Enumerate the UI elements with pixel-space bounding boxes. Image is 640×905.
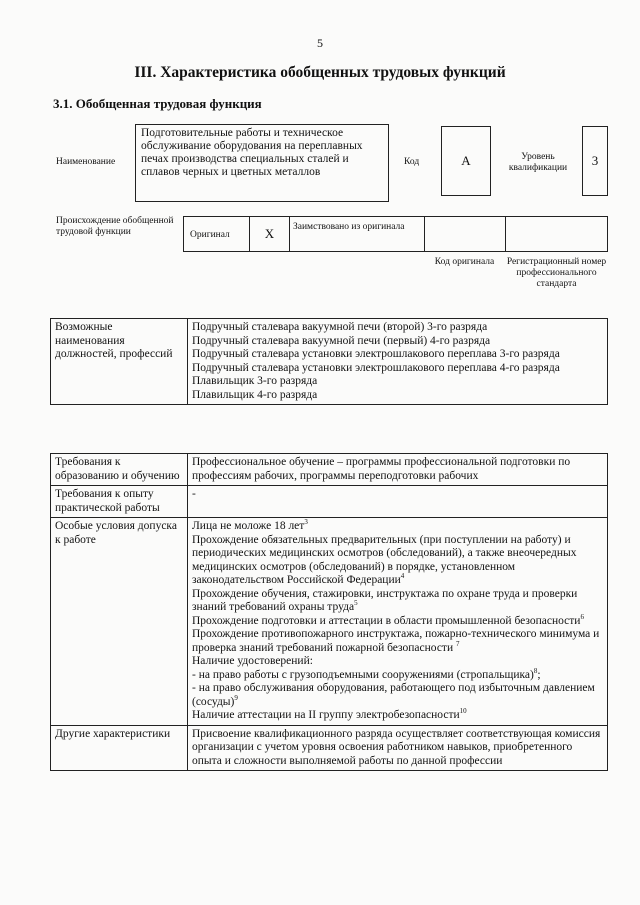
positions-table bbox=[50, 318, 608, 405]
special-conditions-list bbox=[188, 518, 608, 726]
other-characteristics-label: Другие характеристики bbox=[51, 725, 188, 771]
experience-value: - bbox=[188, 486, 608, 518]
condition-item: - на право обслуживания оборудования, работающего под избыточным давлением (сосуды)$^9$ bbox=[192, 682, 595, 708]
footnote-ref: 6 bbox=[580, 612, 584, 621]
name-label: Наименование bbox=[56, 157, 116, 167]
qualification-level-label: Уровень квалификации bbox=[508, 152, 568, 173]
borrowed-cell bbox=[290, 217, 425, 251]
special-conditions-label: Особые условия допуска к работе bbox=[51, 518, 188, 726]
code-label: Код bbox=[404, 157, 420, 167]
subsection-title: 3.1. Обобщенная трудовая функция bbox=[53, 96, 262, 111]
education-value: Профессиональное обучение – программы профессиональной подготовки по профессиям рабочих, программы переподготовки рабочих bbox=[188, 454, 608, 486]
experience-row bbox=[51, 486, 608, 518]
function-name-box: Подготовительные работы и техническое обслуживание оборудования на переплавных печах производства специальных сталей и сплавов черных и цветных металлов bbox=[135, 124, 389, 202]
requirements-table bbox=[50, 453, 608, 771]
reg-number-cell bbox=[506, 217, 607, 251]
origin-label: Происхождение обобщенной трудовой функции bbox=[56, 216, 174, 237]
footnote-ref: 4 bbox=[400, 572, 405, 581]
other-characteristics-row bbox=[51, 725, 608, 771]
footnote-ref: 5 bbox=[354, 599, 358, 608]
experience-label: Требования к опыту практической работы bbox=[51, 486, 188, 518]
condition-item: Наличие удостоверений: bbox=[192, 655, 313, 667]
education-row bbox=[51, 454, 608, 486]
code-original-caption: Код оригинала bbox=[434, 257, 495, 267]
condition-item: Прохождение подготовки и аттестации в области промышленной безопасности$^6$ bbox=[192, 612, 584, 627]
position-item: Подручный сталевара установки электрошлакового переплава 4-го разряда bbox=[192, 361, 560, 374]
position-item: Плавильщик 4-го разряда bbox=[192, 388, 318, 401]
footnote-ref: 9 bbox=[234, 693, 238, 702]
positions-label: Возможные наименования должностей, профессий bbox=[51, 319, 188, 405]
other-characteristics-value: Присвоение квалификационного разряда осуществляет соответствующая комиссия организации с учетом уровня освоения работником навыков, приобретенного опыта и сложности выполняемой работы по данной профессии bbox=[188, 725, 608, 771]
code-value-box: A bbox=[441, 126, 491, 196]
borrowed-label: Заимствовано из оригинала bbox=[293, 222, 405, 232]
original-label: Оригинал bbox=[190, 230, 230, 240]
footnote-ref: 8 bbox=[533, 666, 538, 675]
code-original-cell bbox=[425, 217, 506, 251]
original-mark: X bbox=[250, 217, 290, 251]
position-item: Подручный сталевара установки электрошлакового переплава 3-го разряда bbox=[192, 348, 560, 360]
position-item: Подручный сталевара вакуумной печи (первый) 4-го разряда bbox=[192, 334, 491, 347]
education-label: Требования к образованию и обучению bbox=[51, 454, 188, 486]
condition-item: Прохождение обучения, стажировки, инструктажа по охране труда и проверки знаний требований охраны труда$^5$ bbox=[192, 587, 578, 613]
section-title: III. Характеристика обобщенных трудовых функций bbox=[134, 64, 506, 81]
condition-item: Прохождение обязательных предварительных (при поступлении на работу) и периодических медицинских осмотров (обследований), а также внеочередных медицинских осмотров (обследований) в порядке, установленном законодательством Российской Федерации$^4$ bbox=[192, 533, 577, 586]
positions-list bbox=[188, 319, 608, 405]
footnote-ref: 10 bbox=[459, 707, 467, 716]
footnote-ref: 7 bbox=[455, 639, 460, 648]
special-conditions-row bbox=[51, 518, 608, 726]
origin-row bbox=[183, 216, 608, 252]
reg-number-caption: Регистрационный номер профессионального стандарта bbox=[506, 257, 607, 289]
position-item: Подручный сталевара вакуумной печи (второй) 3-го разряда bbox=[192, 321, 488, 333]
qualification-level-box: 3 bbox=[582, 126, 608, 196]
footnote-ref: 3 bbox=[304, 518, 308, 527]
position-item: Плавильщик 3-го разряда bbox=[192, 375, 318, 387]
positions-row bbox=[51, 319, 608, 405]
condition-item: Прохождение противопожарного инструктажа, пожарно-технического минимума и проверка знаний требований пожарной безопасности $^7$ bbox=[192, 628, 600, 654]
condition-item: - на право работы с грузоподъемными сооружениями (стропальщика)$^8$; bbox=[192, 666, 541, 681]
original-cell bbox=[184, 217, 250, 251]
page-number: 5 bbox=[317, 36, 323, 50]
condition-item: Лица не моложе 18 лет$^3$ bbox=[192, 518, 308, 532]
condition-item: Наличие аттестации на II группу электробезопасности$^{10}$ bbox=[192, 707, 467, 721]
